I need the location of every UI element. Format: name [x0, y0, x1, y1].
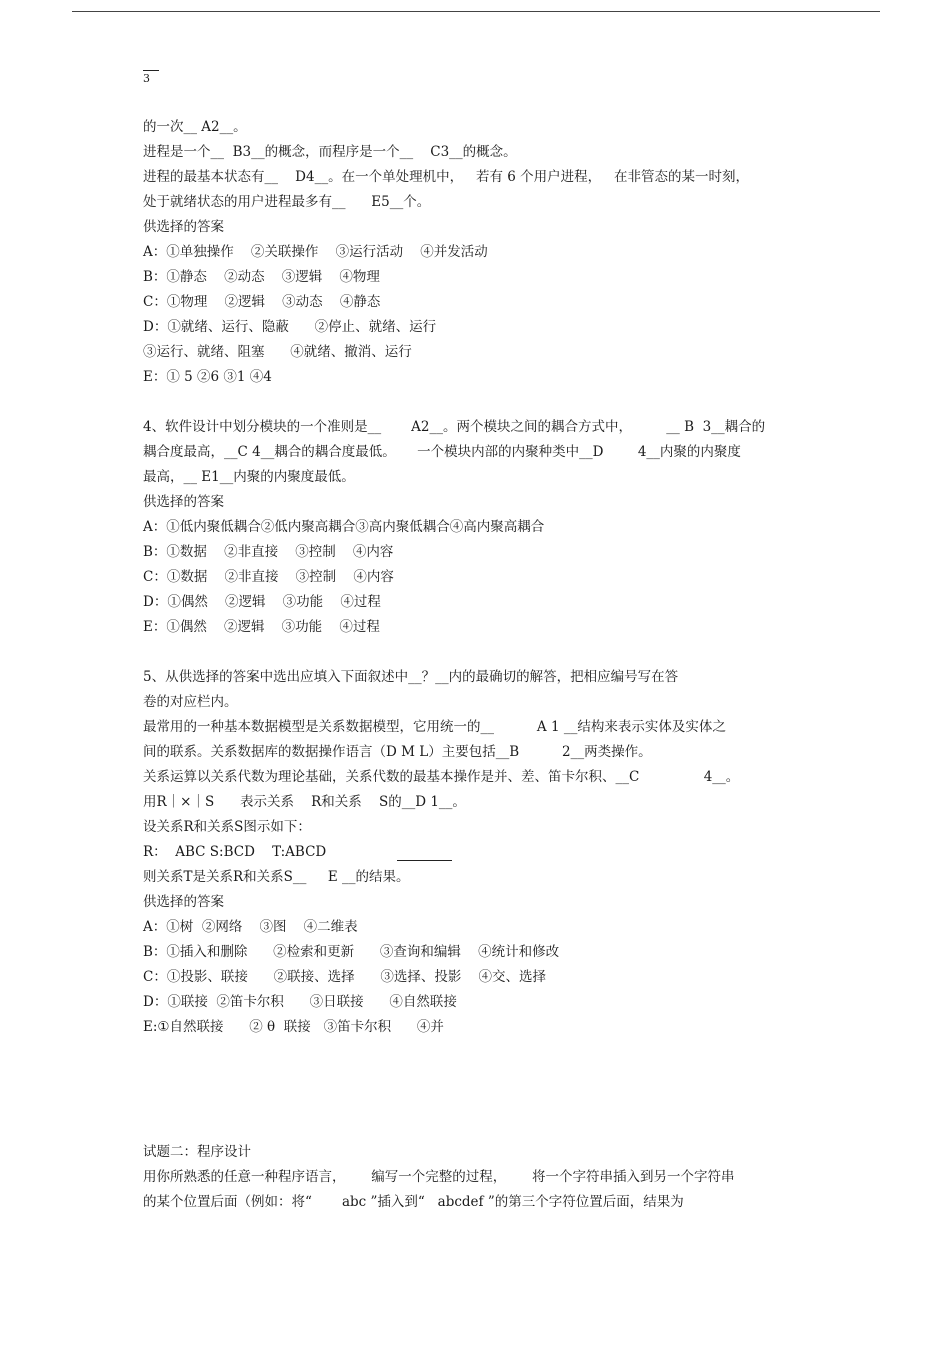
text-line: 5、从供选择的答案中选出应填入下面叙述中__？__内的最确切的解答，把相应编号写在答: [143, 669, 679, 685]
option-line: D：①偶然 ②逻辑 ③功能 ④过程: [143, 594, 381, 610]
option-line: A：①低内聚低耦合②低内聚高耦合③高内聚低耦合④高内聚高耦合: [143, 519, 545, 535]
text-line: 最常用的一种基本数据模型是关系数据模型，它用统一的__ A 1 __结构来表示实体及实体之: [143, 719, 726, 735]
text-line: 耦合度最高，__C 4__耦合的耦合度最低。 一个模块内部的内聚种类中__D 4__内聚的内聚度: [143, 444, 741, 460]
text-line: 4、软件设计中划分模块的一个准则是__ A2__。两个模块之间的耦合方式中， __ B 3__耦合的: [143, 419, 766, 435]
text-line: 的某个位置后面（例如：将“ abc ”插入到“ abcdef ”的第三个字符位置后面，结果为: [143, 1194, 684, 1210]
blank-underline: [397, 860, 452, 861]
text-line: 间的联系。关系数据库的数据操作语言（D M L）主要包括__B 2__两类操作。: [143, 744, 652, 760]
option-line: E：①偶然 ②逻辑 ③功能 ④过程: [143, 619, 380, 635]
option-line: A：①树 ②网络 ③图 ④二维表: [143, 919, 358, 935]
top-rule: [72, 11, 880, 12]
text-line: 用R｜×｜S 表示关系 R和关系 S的__D 1__。: [143, 794, 466, 810]
text-line: 最高，__ E1__内聚的内聚度最低。: [143, 469, 355, 485]
text-line: 用你所熟悉的任意一种程序语言， 编写一个完整的过程， 将一个字符串插入到另一个字符串: [143, 1169, 735, 1185]
option-line: C：①数据 ②非直接 ③控制 ④内容: [143, 569, 394, 585]
option-line: C：①投影、联接 ②联接、选择 ③选择、投影 ④交、选择: [143, 969, 546, 985]
text-line: 处于就绪状态的用户进程最多有__ E5__个。: [143, 194, 431, 210]
option-line: C：①物理 ②逻辑 ③动态 ④静态: [143, 294, 381, 310]
text-line: 供选择的答案: [143, 219, 224, 235]
option-line: E：① 5 ②6 ③1 ④4: [143, 369, 272, 385]
relation-line: R： ABC S:BCD T:ABCD: [143, 844, 327, 860]
option-line: B：①静态 ②动态 ③逻辑 ④物理: [143, 269, 380, 285]
option-line: B：①插入和删除 ②检索和更新 ③查询和编辑 ④统计和修改: [143, 944, 560, 960]
text-line: 进程是一个__ B3__的概念，而程序是一个__ C3__的概念。: [143, 144, 517, 160]
option-line: B：①数据 ②非直接 ③控制 ④内容: [143, 544, 394, 560]
section-title: 试题二：程序设计: [143, 1144, 251, 1160]
text-line: 进程的最基本状态有__ D4__。在一个单处理机中， 若有 6 个用户进程， 在非管态的某一时刻，: [143, 169, 749, 185]
text-line: 的一次__ A2__。: [143, 119, 247, 135]
option-line: A：①单独操作 ②关联操作 ③运行活动 ④并发活动: [143, 244, 488, 260]
option-line: D：①就绪、运行、隐蔽 ②停止、就绪、运行: [143, 319, 437, 335]
text-line: 设关系R和关系S图示如下：: [143, 819, 311, 835]
option-line: E:①自然联接 ② θ 联接 ③笛卡尔积 ④并: [143, 1019, 444, 1035]
option-line: D：①联接 ②笛卡尔积 ③日联接 ④自然联接: [143, 994, 457, 1010]
page-number: 3: [143, 70, 159, 85]
text-line: 卷的对应栏内。: [143, 694, 238, 710]
text-line: 则关系T是关系R和关系S__ E __的结果。: [143, 869, 410, 885]
option-line: ③运行、就绪、阻塞 ④就绪、撤消、运行: [143, 344, 412, 360]
text-line: 关系运算以关系代数为理论基础，关系代数的最基本操作是并、差、笛卡尔积、__C 4__。: [143, 769, 740, 785]
text-line: 供选择的答案: [143, 894, 224, 910]
text-line: 供选择的答案: [143, 494, 224, 510]
